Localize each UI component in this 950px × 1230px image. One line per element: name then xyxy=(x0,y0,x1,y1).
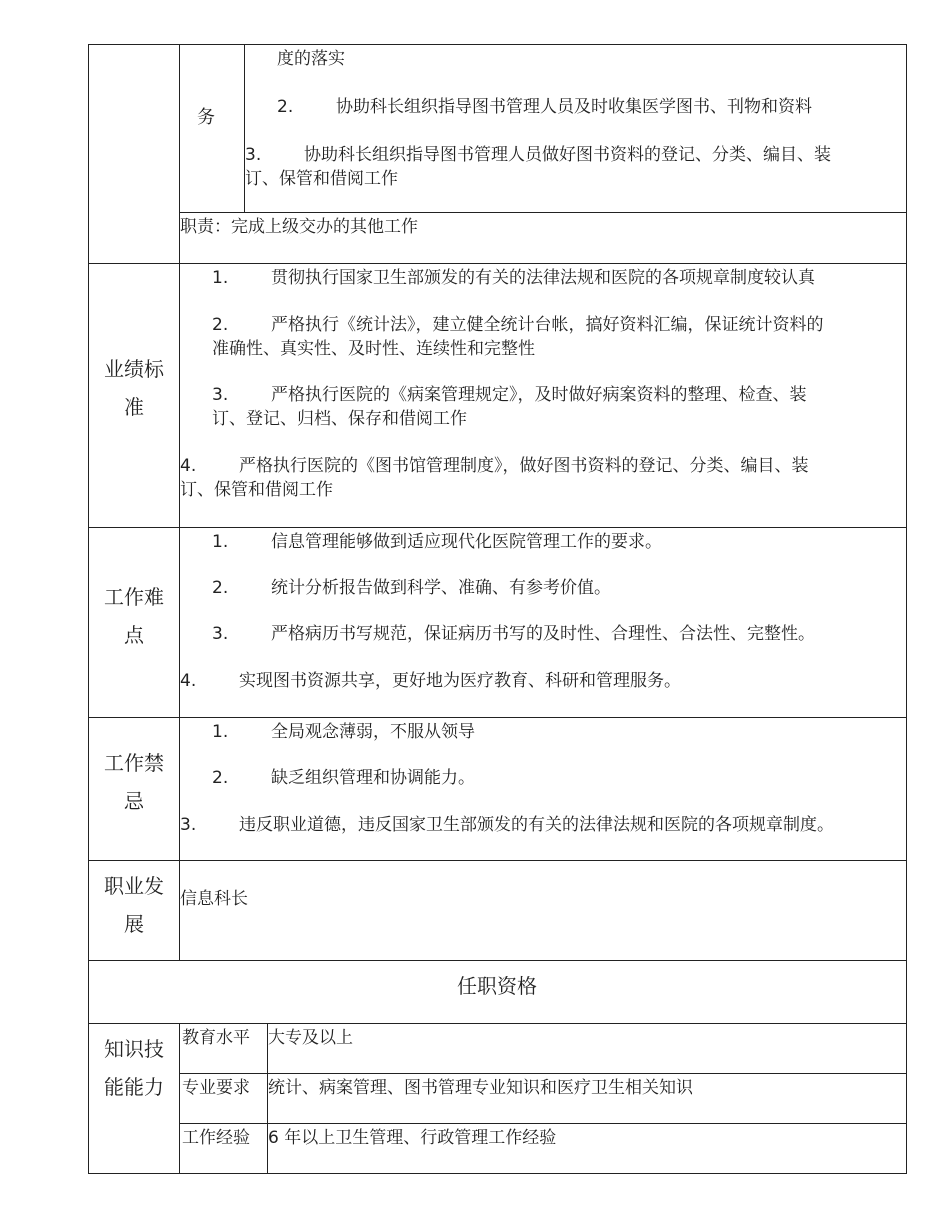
career-label: 职业发 展 xyxy=(104,874,164,936)
table-border-left xyxy=(88,44,89,1174)
performance-item-text-cont: 订、保管和借阅工作 xyxy=(180,480,333,500)
performance-item-text: 严格执行医院的《图书馆管理制度》，做好图书资料的登记、分类、编目、装 xyxy=(239,456,809,476)
table-border-top xyxy=(88,44,906,45)
performance-item-text: 严格执行医院的《病案管理规定》，及时做好病案资料的整理、检查、装 xyxy=(271,385,807,405)
taboo-item-text: 全局观念薄弱，不服从领导 xyxy=(271,722,475,742)
qualification-value: 6 年以上卫生管理、行政管理工作经验 xyxy=(268,1128,557,1148)
qualification-value: 统计、病案管理、图书管理专业知识和医疗卫生相关知识 xyxy=(268,1078,693,1098)
performance-item-number: 4. xyxy=(180,456,197,476)
label-column-divider-lower xyxy=(179,1023,180,1174)
performance-item-number: 3. xyxy=(212,385,229,405)
difficulty-item-text: 信息管理能够做到适应现代化医院管理工作的要求。 xyxy=(271,532,662,552)
row-separator xyxy=(88,960,906,961)
table-border-right xyxy=(906,44,907,1174)
performance-item-text-cont: 订、登记、归档、保存和借阅工作 xyxy=(212,409,467,429)
career-value: 信息科长 xyxy=(180,889,248,909)
difficulty-item-number: 2. xyxy=(212,578,229,598)
difficulty-item-text: 实现图书资源共享，更好地为医疗教育、科研和管理服务。 xyxy=(239,671,681,691)
taboo-item-text: 违反职业道德，违反国家卫生部颁发的有关的法律法规和医院的各项规章制度。 xyxy=(239,815,834,835)
difficulty-item-number: 4. xyxy=(180,671,197,691)
responsibility-text: 职责：完成上级交办的其他工作 xyxy=(180,217,418,237)
performance-item-number: 2. xyxy=(212,315,229,335)
qualification-key: 工作经验 xyxy=(182,1128,250,1148)
performance-item-text: 贯彻执行国家卫生部颁发的有关的法律法规和医院的各项规章制度较认真 xyxy=(271,268,815,288)
duties-separator xyxy=(179,212,906,213)
row-separator xyxy=(88,527,906,528)
qualification-key: 专业要求 xyxy=(182,1078,250,1098)
difficulty-item-text: 严格病历书写规范，保证病历书写的及时性、合理性、合法性、完整性。 xyxy=(271,624,815,644)
difficulty-item-text: 统计分析报告做到科学、准确、有参考价值。 xyxy=(271,578,611,598)
duties-item-text-cont: 订、保管和借阅工作 xyxy=(245,169,398,189)
row-separator xyxy=(88,263,906,264)
difficulty-item-number: 3. xyxy=(212,624,229,644)
performance-item-number: 1. xyxy=(212,268,229,288)
taboo-item-number: 3. xyxy=(180,815,197,835)
taboo-label: 工作禁 忌 xyxy=(104,751,164,813)
duties-item-number: 3. xyxy=(245,145,262,165)
duties-item-number: 2. xyxy=(277,97,294,117)
qualification-value: 大专及以上 xyxy=(268,1028,353,1048)
row-separator xyxy=(88,860,906,861)
qualification-row-separator xyxy=(179,1073,906,1074)
duties-label: 务 xyxy=(197,107,215,128)
performance-item-text: 严格执行《统计法》，建立健全统计台帐，搞好资料汇编，保证统计资料的 xyxy=(271,315,824,335)
qualification-key: 教育水平 xyxy=(182,1028,250,1048)
qualification-title: 任职资格 xyxy=(457,974,537,998)
difficulty-label: 工作难 点 xyxy=(104,585,164,647)
row-separator xyxy=(88,717,906,718)
taboo-item-text: 缺乏组织管理和协调能力。 xyxy=(271,768,475,788)
difficulty-item-number: 1. xyxy=(212,532,229,552)
performance-label: 业绩标 准 xyxy=(104,357,164,419)
taboo-item-number: 2. xyxy=(212,768,229,788)
row-separator xyxy=(88,1023,906,1024)
duties-continuation: 度的落实 xyxy=(277,49,345,69)
duties-item-text: 协助科长组织指导图书管理人员及时收集医学图书、刊物和资料 xyxy=(336,97,812,117)
taboo-item-number: 1. xyxy=(212,722,229,742)
performance-item-text-cont: 准确性、真实性、及时性、连续性和完整性 xyxy=(212,339,535,359)
duties-item-text: 协助科长组织指导图书管理人员做好图书资料的登记、分类、编目、装 xyxy=(304,145,831,165)
knowledge-skill-label: 知识技 能能力 xyxy=(104,1037,164,1099)
qualification-row-separator xyxy=(179,1123,906,1124)
table-border-bottom xyxy=(88,1173,906,1174)
